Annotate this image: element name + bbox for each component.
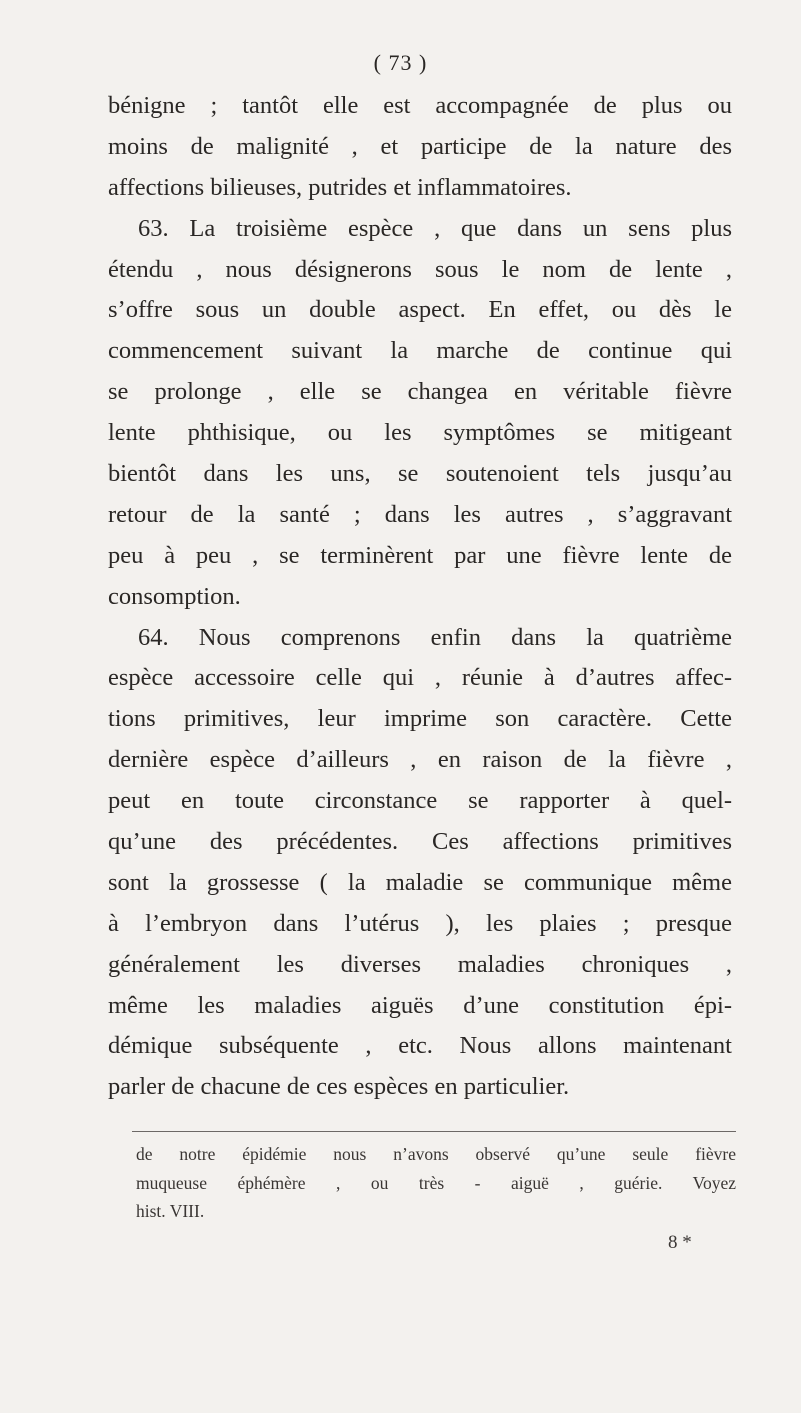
body-text	[108, 86, 732, 1108]
text-line: parler de chacune de ces espèces en particulier.	[108, 1073, 570, 1101]
paragraph-64-start: 64. Nous comprenons enfin dans la quatrième	[138, 623, 732, 651]
text-line: affections bilieuses, putrides et inflammatoires.	[108, 173, 572, 201]
text-line: se prolonge , elle se changea en véritable fièvre	[108, 378, 732, 406]
text-line: lente phthisique, ou les symptômes se mitigeant	[108, 419, 732, 447]
text-line: moins de malignité , et participe de la nature des	[108, 132, 732, 160]
text-line: dernière espèce d’ailleurs , en raison de la fièvre ,	[108, 746, 732, 774]
text-line: étendu , nous désignerons sous le nom de lente ,	[108, 255, 732, 283]
page-number: ( 73 )	[373, 50, 428, 75]
footnote-line: muqueuse éphémère , ou très - aiguë , guérie. Voyez	[136, 1172, 736, 1193]
text-line: qu’une des précédentes. Ces affections primitives	[108, 828, 732, 856]
footnote-line: de notre épidémie nous n’avons observé qu’une seule fièvre	[136, 1144, 736, 1164]
text-line: consomption.	[108, 582, 241, 610]
text-line: sont la grossesse ( la maladie se communique même	[108, 868, 732, 896]
footnote	[136, 1140, 736, 1226]
text-line: même les maladies aiguës d’une constitution épi-	[108, 991, 732, 1019]
text-line: à l’embryon dans l’utérus ), les plaies ; presque	[108, 909, 732, 937]
text-line: commencement suivant la marche de continue qui	[108, 337, 732, 365]
text-line: bientôt dans les uns, se soutenoient tels jusqu’au	[108, 460, 732, 488]
footnote-divider	[132, 1131, 736, 1132]
text-line: tions primitives, leur imprime son caractère. Cette	[108, 705, 732, 733]
text-line: espèce accessoire celle qui , réunie à d’autres affec-	[108, 664, 732, 692]
text-line: retour de la santé ; dans les autres , s’aggravant	[108, 500, 732, 528]
text-line: généralement les diverses maladies chroniques ,	[108, 950, 732, 978]
text-line: bénigne ; tantôt elle est accompagnée de plus ou	[108, 92, 732, 119]
paragraph-63-start: 63. La troisième espèce , que dans un sens plus	[138, 214, 732, 242]
signature-mark: 8 *	[668, 1232, 692, 1253]
text-line: peut en toute circonstance se rapporter à quel-	[108, 787, 732, 815]
footnote-line: hist. VIII.	[136, 1201, 205, 1221]
text-line: démique subséquente , etc. Nous allons maintenant	[108, 1032, 732, 1060]
text-line: s’offre sous un double aspect. En effet, ou dès le	[108, 296, 732, 324]
text-line: peu à peu , se terminèrent par une fièvre lente de	[108, 541, 732, 569]
